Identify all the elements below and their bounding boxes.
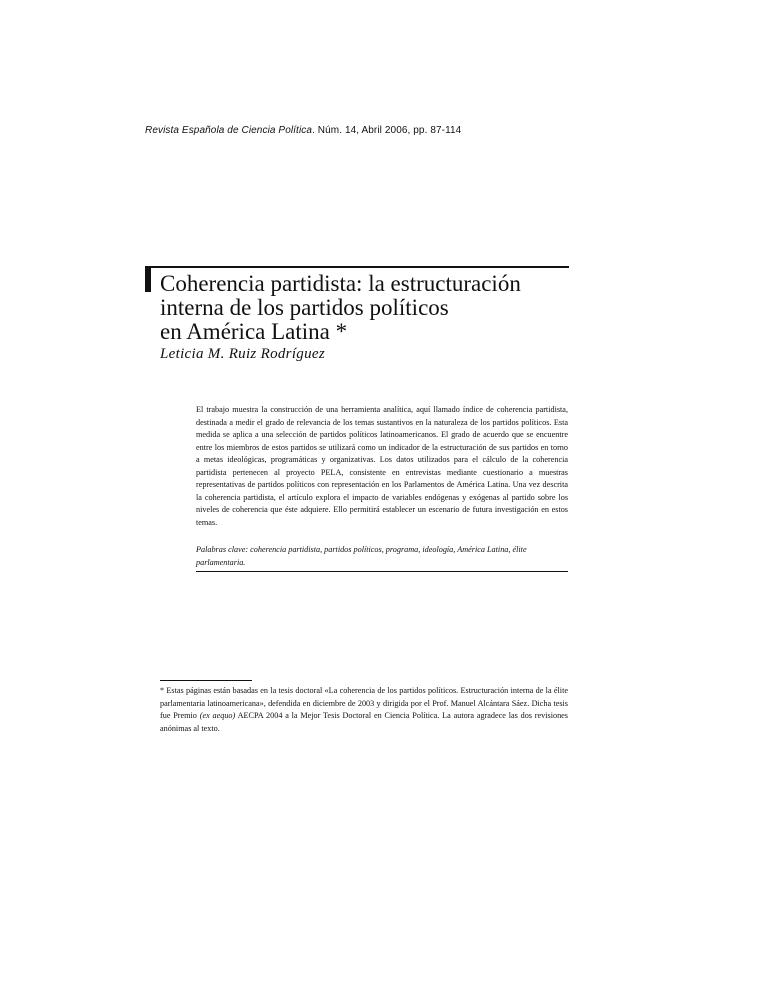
title-line-3: en América Latina *: [160, 319, 348, 344]
title-bar-marker: [145, 266, 151, 292]
keywords-text: Palabras clave: coherencia partidista, partidos políticos, programa, ideología, América Latina, élite parlamentaria.: [196, 545, 527, 567]
article-title: [160, 272, 580, 344]
title-line-1: Coherencia partidista: la estructuración: [160, 271, 521, 296]
journal-issue: . Núm. 14, Abril 2006, pp. 87-114: [312, 125, 462, 136]
article-author: Leticia M. Ruiz Rodríguez: [160, 346, 325, 362]
footnote-text-2: AECPA 2004 a la Mejor Tesis Doctoral en Ciencia Política. La autora agradece las dos revisiones anónimas al texto.: [160, 711, 568, 733]
title-rule: [145, 266, 569, 268]
footnote: [160, 685, 568, 735]
title-line-2: interna de los partidos políticos: [160, 295, 449, 320]
footnote-text-1: * Estas páginas están basadas en la tesis doctoral «La coherencia de los partidos políticos. Estructuración interna de la élite parlamentaria latinoamericana», defendida en diciembre de 2003 y dirigida por el Prof. Manuel Alcántara Sáez. Dicha tesis fue Premio: [160, 686, 568, 720]
abstract-text: El trabajo muestra la construcción de una herramienta analítica, aquí llamado índice de coherencia partidista, destinada a medir el grado de relevancia de los temas sustantivos en la naturaleza de los partidos políticos. Esta medida se aplica a una selección de partidos políticos latinoamericanos. El grado de acuerdo que se encuentre entre los miembros de estos partidos se utilizará como un indicador de la estructuración de sus partidos en torno a metas ideológicas, programáticas y organizativas. Los datos utilizados para el cálculo de la coherencia partidista pertenecen al proyecto PELA, consistente en entrevistas mediante cuestionario a muestras representativas de partidos políticos con representación en los Parlamentos de América Latina. Una vez descrita la coherencia partidista, el artículo explora el impacto de variables endógenas y exógenas al partido sobre los niveles de coherencia que éste adquiere. Ello permitirá establecer un escenario de futura investigación en estos temas.: [196, 405, 568, 527]
keywords-rule: [196, 571, 568, 572]
footnote-italic: (ex aequo): [199, 711, 236, 720]
journal-name: Revista Española de Ciencia Política: [145, 125, 313, 136]
footnote-rule: [160, 680, 252, 681]
journal-header: [145, 125, 461, 136]
